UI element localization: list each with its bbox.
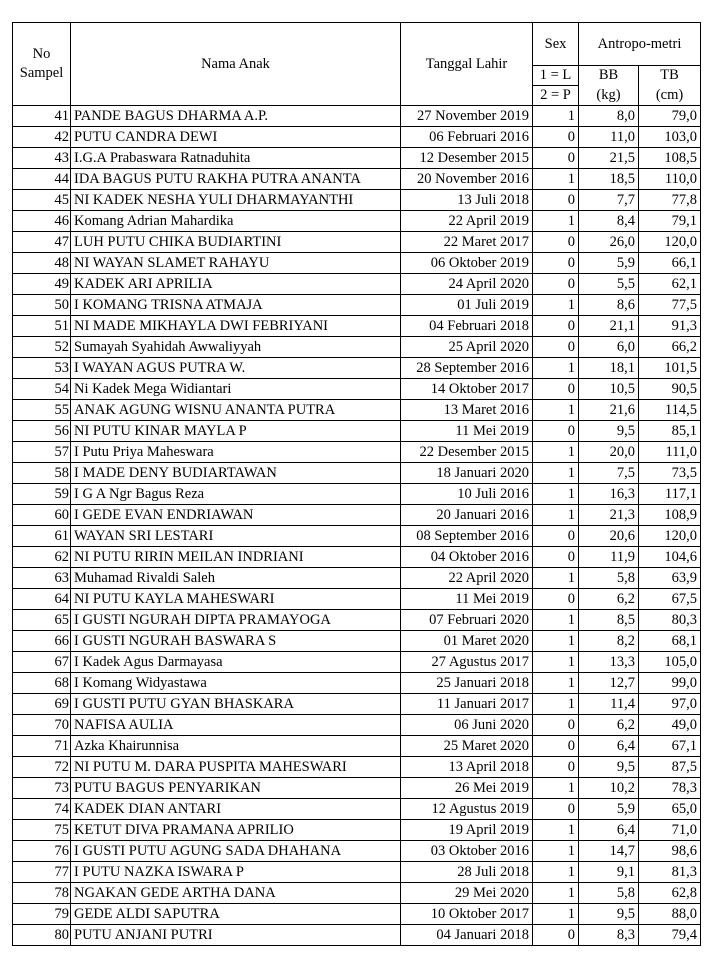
cell-tanggal-lahir: 29 Mei 2020 — [401, 883, 533, 904]
table-body — [13, 106, 701, 946]
cell-tanggal-lahir: 01 Juli 2019 — [401, 295, 533, 316]
cell-tanggal-lahir: 25 Januari 2018 — [401, 673, 533, 694]
cell-bb: 5,5 — [579, 274, 639, 295]
cell-tb: 80,3 — [639, 610, 701, 631]
cell-nama-anak: NI WAYAN SLAMET RAHAYU — [71, 253, 401, 274]
header-tb: TB — [639, 66, 701, 86]
cell-tanggal-lahir: 04 Oktober 2016 — [401, 547, 533, 568]
cell-bb: 5,8 — [579, 883, 639, 904]
cell-bb: 9,1 — [579, 862, 639, 883]
cell-no: 55 — [13, 400, 71, 421]
cell-nama-anak: NI PUTU M. DARA PUSPITA MAHESWARI — [71, 757, 401, 778]
cell-tanggal-lahir: 06 Juni 2020 — [401, 715, 533, 736]
cell-nama-anak: ANAK AGUNG WISNU ANANTA PUTRA — [71, 400, 401, 421]
table-row — [13, 736, 701, 757]
cell-nama-anak: KADEK ARI APRILIA — [71, 274, 401, 295]
cell-tb: 67,5 — [639, 589, 701, 610]
cell-bb: 16,3 — [579, 484, 639, 505]
cell-sex: 1 — [533, 568, 579, 589]
cell-bb: 18,1 — [579, 358, 639, 379]
cell-sex: 0 — [533, 253, 579, 274]
cell-bb: 8,3 — [579, 925, 639, 946]
cell-nama-anak: PUTU BAGUS PENYARIKAN — [71, 778, 401, 799]
cell-no: 72 — [13, 757, 71, 778]
cell-tanggal-lahir: 04 Februari 2018 — [401, 316, 533, 337]
table-row — [13, 400, 701, 421]
table-row — [13, 778, 701, 799]
cell-tanggal-lahir: 10 Juli 2016 — [401, 484, 533, 505]
cell-tb: 105,0 — [639, 652, 701, 673]
cell-tb: 98,6 — [639, 841, 701, 862]
cell-nama-anak: LUH PUTU CHIKA BUDIARTINI — [71, 232, 401, 253]
header-tb-unit: (cm) — [639, 86, 701, 106]
cell-nama-anak: I MADE DENY BUDIARTAWAN — [71, 463, 401, 484]
cell-sex: 1 — [533, 211, 579, 232]
cell-tanggal-lahir: 12 Desember 2015 — [401, 148, 533, 169]
cell-sex: 1 — [533, 610, 579, 631]
cell-tanggal-lahir: 12 Agustus 2019 — [401, 799, 533, 820]
cell-tanggal-lahir: 25 Maret 2020 — [401, 736, 533, 757]
table-row — [13, 694, 701, 715]
cell-no: 56 — [13, 421, 71, 442]
cell-tanggal-lahir: 07 Februari 2020 — [401, 610, 533, 631]
table-row — [13, 379, 701, 400]
cell-tb: 62,1 — [639, 274, 701, 295]
table-header — [13, 23, 701, 106]
table-row — [13, 841, 701, 862]
cell-bb: 14,7 — [579, 841, 639, 862]
cell-sex: 0 — [533, 421, 579, 442]
cell-tb: 97,0 — [639, 694, 701, 715]
table-row — [13, 274, 701, 295]
cell-bb: 26,0 — [579, 232, 639, 253]
cell-tb: 73,5 — [639, 463, 701, 484]
cell-tb: 108,5 — [639, 148, 701, 169]
cell-sex: 0 — [533, 127, 579, 148]
cell-no: 54 — [13, 379, 71, 400]
cell-bb: 9,5 — [579, 421, 639, 442]
cell-nama-anak: IDA BAGUS PUTU RAKHA PUTRA ANANTA — [71, 169, 401, 190]
table-row — [13, 484, 701, 505]
cell-tb: 114,5 — [639, 400, 701, 421]
cell-nama-anak: I GEDE EVAN ENDRIAWAN — [71, 505, 401, 526]
cell-no: 49 — [13, 274, 71, 295]
cell-nama-anak: Komang Adrian Mahardika — [71, 211, 401, 232]
cell-tb: 63,9 — [639, 568, 701, 589]
cell-tanggal-lahir: 10 Oktober 2017 — [401, 904, 533, 925]
cell-sex: 0 — [533, 526, 579, 547]
cell-no: 80 — [13, 925, 71, 946]
cell-bb: 8,0 — [579, 106, 639, 127]
cell-nama-anak: NI MADE MIKHAYLA DWI FEBRIYANI — [71, 316, 401, 337]
cell-tanggal-lahir: 08 September 2016 — [401, 526, 533, 547]
cell-tanggal-lahir: 11 Januari 2017 — [401, 694, 533, 715]
cell-tb: 79,0 — [639, 106, 701, 127]
cell-tanggal-lahir: 26 Mei 2019 — [401, 778, 533, 799]
cell-no: 58 — [13, 463, 71, 484]
cell-sex: 1 — [533, 694, 579, 715]
cell-tanggal-lahir: 11 Mei 2019 — [401, 589, 533, 610]
cell-sex: 1 — [533, 463, 579, 484]
cell-tanggal-lahir: 20 November 2016 — [401, 169, 533, 190]
cell-tanggal-lahir: 18 Januari 2020 — [401, 463, 533, 484]
cell-no: 66 — [13, 631, 71, 652]
table-row — [13, 295, 701, 316]
table-row — [13, 316, 701, 337]
cell-sex: 0 — [533, 925, 579, 946]
cell-sex: 1 — [533, 400, 579, 421]
cell-tb: 120,0 — [639, 232, 701, 253]
cell-no: 60 — [13, 505, 71, 526]
cell-nama-anak: PUTU ANJANI PUTRI — [71, 925, 401, 946]
table-row — [13, 883, 701, 904]
cell-no: 50 — [13, 295, 71, 316]
cell-tanggal-lahir: 22 Maret 2017 — [401, 232, 533, 253]
cell-nama-anak: I PUTU NAZKA ISWARA P — [71, 862, 401, 883]
cell-no: 48 — [13, 253, 71, 274]
cell-nama-anak: I KOMANG TRISNA ATMAJA — [71, 295, 401, 316]
cell-tanggal-lahir: 27 November 2019 — [401, 106, 533, 127]
table-row — [13, 925, 701, 946]
cell-no: 75 — [13, 820, 71, 841]
cell-bb: 8,4 — [579, 211, 639, 232]
cell-bb: 9,5 — [579, 904, 639, 925]
cell-sex: 1 — [533, 904, 579, 925]
cell-sex: 0 — [533, 274, 579, 295]
cell-tb: 79,4 — [639, 925, 701, 946]
cell-no: 78 — [13, 883, 71, 904]
cell-sex: 0 — [533, 190, 579, 211]
cell-tb: 62,8 — [639, 883, 701, 904]
header-nama-anak: Nama Anak — [71, 23, 401, 106]
cell-tb: 67,1 — [639, 736, 701, 757]
cell-tb: 90,5 — [639, 379, 701, 400]
table-row — [13, 904, 701, 925]
cell-tb: 120,0 — [639, 526, 701, 547]
table-row — [13, 253, 701, 274]
table-row — [13, 358, 701, 379]
table-row — [13, 337, 701, 358]
cell-no: 44 — [13, 169, 71, 190]
cell-sex: 0 — [533, 799, 579, 820]
cell-tanggal-lahir: 19 April 2019 — [401, 820, 533, 841]
cell-tanggal-lahir: 22 April 2020 — [401, 568, 533, 589]
cell-nama-anak: Muhamad Rivaldi Saleh — [71, 568, 401, 589]
cell-bb: 21,6 — [579, 400, 639, 421]
header-no-sampel — [13, 23, 71, 106]
cell-nama-anak: NI PUTU KAYLA MAHESWARI — [71, 589, 401, 610]
cell-bb: 6,4 — [579, 820, 639, 841]
table-row — [13, 442, 701, 463]
cell-bb: 11,4 — [579, 694, 639, 715]
header-bb-unit: (kg) — [579, 86, 639, 106]
cell-sex: 1 — [533, 358, 579, 379]
cell-sex: 0 — [533, 316, 579, 337]
cell-nama-anak: WAYAN SRI LESTARI — [71, 526, 401, 547]
cell-sex: 1 — [533, 106, 579, 127]
cell-nama-anak: NAFISA AULIA — [71, 715, 401, 736]
cell-sex: 1 — [533, 484, 579, 505]
cell-tb: 111,0 — [639, 442, 701, 463]
cell-no: 47 — [13, 232, 71, 253]
cell-tanggal-lahir: 25 April 2020 — [401, 337, 533, 358]
cell-tb: 49,0 — [639, 715, 701, 736]
cell-sex: 0 — [533, 379, 579, 400]
cell-bb: 13,3 — [579, 652, 639, 673]
cell-bb: 6,2 — [579, 589, 639, 610]
table-row — [13, 232, 701, 253]
cell-tb: 85,1 — [639, 421, 701, 442]
cell-tb: 81,3 — [639, 862, 701, 883]
cell-sex: 0 — [533, 589, 579, 610]
cell-bb: 20,0 — [579, 442, 639, 463]
cell-bb: 12,7 — [579, 673, 639, 694]
table-row — [13, 106, 701, 127]
cell-bb: 21,1 — [579, 316, 639, 337]
cell-tb: 110,0 — [639, 169, 701, 190]
table-row — [13, 148, 701, 169]
cell-no: 42 — [13, 127, 71, 148]
table-row — [13, 673, 701, 694]
table-row — [13, 652, 701, 673]
header-antropometri: Antropo-metri — [579, 23, 701, 66]
cell-tanggal-lahir: 03 Oktober 2016 — [401, 841, 533, 862]
cell-no: 67 — [13, 652, 71, 673]
cell-no: 65 — [13, 610, 71, 631]
cell-bb: 7,7 — [579, 190, 639, 211]
cell-bb: 8,6 — [579, 295, 639, 316]
cell-sex: 1 — [533, 778, 579, 799]
cell-sex: 0 — [533, 757, 579, 778]
cell-bb: 8,2 — [579, 631, 639, 652]
cell-tb: 99,0 — [639, 673, 701, 694]
cell-nama-anak: I GUSTI PUTU GYAN BHASKARA — [71, 694, 401, 715]
cell-bb: 5,9 — [579, 799, 639, 820]
cell-nama-anak: NGAKAN GEDE ARTHA DANA — [71, 883, 401, 904]
cell-nama-anak: GEDE ALDI SAPUTRA — [71, 904, 401, 925]
cell-tanggal-lahir: 13 Maret 2016 — [401, 400, 533, 421]
cell-no: 69 — [13, 694, 71, 715]
cell-no: 52 — [13, 337, 71, 358]
header-tanggal-lahir: Tanggal Lahir — [401, 23, 533, 106]
cell-sex: 1 — [533, 883, 579, 904]
cell-sex: 0 — [533, 547, 579, 568]
cell-tb: 87,5 — [639, 757, 701, 778]
cell-no: 73 — [13, 778, 71, 799]
table-row — [13, 589, 701, 610]
cell-bb: 9,5 — [579, 757, 639, 778]
cell-bb: 18,5 — [579, 169, 639, 190]
table-row — [13, 862, 701, 883]
cell-nama-anak: KADEK DIAN ANTARI — [71, 799, 401, 820]
table-row — [13, 421, 701, 442]
cell-tb: 103,0 — [639, 127, 701, 148]
cell-no: 64 — [13, 589, 71, 610]
cell-tb: 101,5 — [639, 358, 701, 379]
cell-bb: 21,3 — [579, 505, 639, 526]
cell-tanggal-lahir: 24 April 2020 — [401, 274, 533, 295]
cell-no: 41 — [13, 106, 71, 127]
cell-no: 57 — [13, 442, 71, 463]
cell-nama-anak: I WAYAN AGUS PUTRA W. — [71, 358, 401, 379]
cell-nama-anak: I GUSTI NGURAH BASWARA S — [71, 631, 401, 652]
cell-no: 59 — [13, 484, 71, 505]
cell-tanggal-lahir: 11 Mei 2019 — [401, 421, 533, 442]
cell-tb: 71,0 — [639, 820, 701, 841]
cell-no: 70 — [13, 715, 71, 736]
cell-tanggal-lahir: 06 Februari 2016 — [401, 127, 533, 148]
cell-no: 63 — [13, 568, 71, 589]
cell-nama-anak: I GUSTI NGURAH DIPTA PRAMAYOGA — [71, 610, 401, 631]
cell-sex: 1 — [533, 673, 579, 694]
cell-bb: 6,0 — [579, 337, 639, 358]
cell-sex: 1 — [533, 295, 579, 316]
cell-bb: 6,2 — [579, 715, 639, 736]
header-sex-l: 1 = L — [533, 66, 579, 86]
cell-tb: 79,1 — [639, 211, 701, 232]
cell-no: 71 — [13, 736, 71, 757]
cell-tanggal-lahir: 28 Juli 2018 — [401, 862, 533, 883]
cell-sex: 0 — [533, 736, 579, 757]
cell-sex: 0 — [533, 148, 579, 169]
cell-tb: 68,1 — [639, 631, 701, 652]
cell-tanggal-lahir: 06 Oktober 2019 — [401, 253, 533, 274]
cell-bb: 6,4 — [579, 736, 639, 757]
header-no-line2: Sampel — [19, 65, 64, 81]
table-row — [13, 547, 701, 568]
cell-sex: 1 — [533, 862, 579, 883]
cell-no: 53 — [13, 358, 71, 379]
table-row — [13, 631, 701, 652]
cell-bb: 20,6 — [579, 526, 639, 547]
cell-tb: 65,0 — [639, 799, 701, 820]
table-row — [13, 169, 701, 190]
header-sex-p: 2 = P — [533, 86, 579, 106]
cell-bb: 10,2 — [579, 778, 639, 799]
cell-tanggal-lahir: 22 April 2019 — [401, 211, 533, 232]
cell-sex: 1 — [533, 442, 579, 463]
cell-tanggal-lahir: 13 Juli 2018 — [401, 190, 533, 211]
cell-tb: 78,3 — [639, 778, 701, 799]
cell-nama-anak: NI PUTU RIRIN MEILAN INDRIANI — [71, 547, 401, 568]
table-row — [13, 463, 701, 484]
cell-bb: 21,5 — [579, 148, 639, 169]
cell-bb: 11,9 — [579, 547, 639, 568]
header-no-line1: No — [32, 46, 51, 62]
cell-no: 74 — [13, 799, 71, 820]
cell-no: 68 — [13, 673, 71, 694]
cell-no: 77 — [13, 862, 71, 883]
cell-tanggal-lahir: 01 Maret 2020 — [401, 631, 533, 652]
cell-nama-anak: I Putu Priya Maheswara — [71, 442, 401, 463]
table-row — [13, 820, 701, 841]
cell-no: 76 — [13, 841, 71, 862]
table-row — [13, 568, 701, 589]
cell-nama-anak: KETUT DIVA PRAMANA APRILIO — [71, 820, 401, 841]
cell-no: 43 — [13, 148, 71, 169]
header-bb: BB — [579, 66, 639, 86]
cell-bb: 5,9 — [579, 253, 639, 274]
cell-sex: 1 — [533, 631, 579, 652]
cell-sex: 1 — [533, 169, 579, 190]
table-row — [13, 190, 701, 211]
cell-tb: 66,2 — [639, 337, 701, 358]
cell-tb: 77,5 — [639, 295, 701, 316]
cell-nama-anak: NI PUTU KINAR MAYLA P — [71, 421, 401, 442]
cell-nama-anak: I Komang Widyastawa — [71, 673, 401, 694]
table-row — [13, 127, 701, 148]
cell-sex: 1 — [533, 652, 579, 673]
table-row — [13, 610, 701, 631]
table-row — [13, 715, 701, 736]
cell-tanggal-lahir: 13 April 2018 — [401, 757, 533, 778]
cell-sex: 0 — [533, 715, 579, 736]
cell-tanggal-lahir: 20 Januari 2016 — [401, 505, 533, 526]
cell-tb: 88,0 — [639, 904, 701, 925]
anthropometry-table — [12, 22, 701, 946]
cell-nama-anak: Ni Kadek Mega Widiantari — [71, 379, 401, 400]
cell-nama-anak: I G A Ngr Bagus Reza — [71, 484, 401, 505]
cell-sex: 0 — [533, 337, 579, 358]
cell-tb: 117,1 — [639, 484, 701, 505]
cell-sex: 1 — [533, 820, 579, 841]
table-row — [13, 799, 701, 820]
cell-bb: 7,5 — [579, 463, 639, 484]
cell-tb: 66,1 — [639, 253, 701, 274]
cell-tb: 108,9 — [639, 505, 701, 526]
cell-tanggal-lahir: 04 Januari 2018 — [401, 925, 533, 946]
cell-no: 45 — [13, 190, 71, 211]
cell-no: 61 — [13, 526, 71, 547]
cell-nama-anak: NI KADEK NESHA YULI DHARMAYANTHI — [71, 190, 401, 211]
cell-tb: 91,3 — [639, 316, 701, 337]
cell-tanggal-lahir: 14 Oktober 2017 — [401, 379, 533, 400]
cell-tanggal-lahir: 28 September 2016 — [401, 358, 533, 379]
cell-nama-anak: Sumayah Syahidah Awwaliyyah — [71, 337, 401, 358]
cell-sex: 0 — [533, 232, 579, 253]
cell-tb: 104,6 — [639, 547, 701, 568]
cell-tanggal-lahir: 27 Agustus 2017 — [401, 652, 533, 673]
table-row — [13, 757, 701, 778]
cell-bb: 10,5 — [579, 379, 639, 400]
cell-nama-anak: I.G.A Prabaswara Ratnaduhita — [71, 148, 401, 169]
cell-sex: 1 — [533, 841, 579, 862]
cell-tanggal-lahir: 22 Desember 2015 — [401, 442, 533, 463]
cell-bb: 11,0 — [579, 127, 639, 148]
cell-bb: 5,8 — [579, 568, 639, 589]
cell-no: 51 — [13, 316, 71, 337]
cell-sex: 1 — [533, 505, 579, 526]
table-row — [13, 526, 701, 547]
cell-no: 62 — [13, 547, 71, 568]
table-row — [13, 505, 701, 526]
cell-nama-anak: PUTU CANDRA DEWI — [71, 127, 401, 148]
cell-no: 79 — [13, 904, 71, 925]
cell-nama-anak: PANDE BAGUS DHARMA A.P. — [71, 106, 401, 127]
cell-no: 46 — [13, 211, 71, 232]
cell-nama-anak: Azka Khairunnisa — [71, 736, 401, 757]
cell-bb: 8,5 — [579, 610, 639, 631]
cell-nama-anak: I GUSTI PUTU AGUNG SADA DHAHANA — [71, 841, 401, 862]
header-sex: Sex — [533, 23, 579, 66]
cell-tb: 77,8 — [639, 190, 701, 211]
table-row — [13, 211, 701, 232]
cell-nama-anak: I Kadek Agus Darmayasa — [71, 652, 401, 673]
